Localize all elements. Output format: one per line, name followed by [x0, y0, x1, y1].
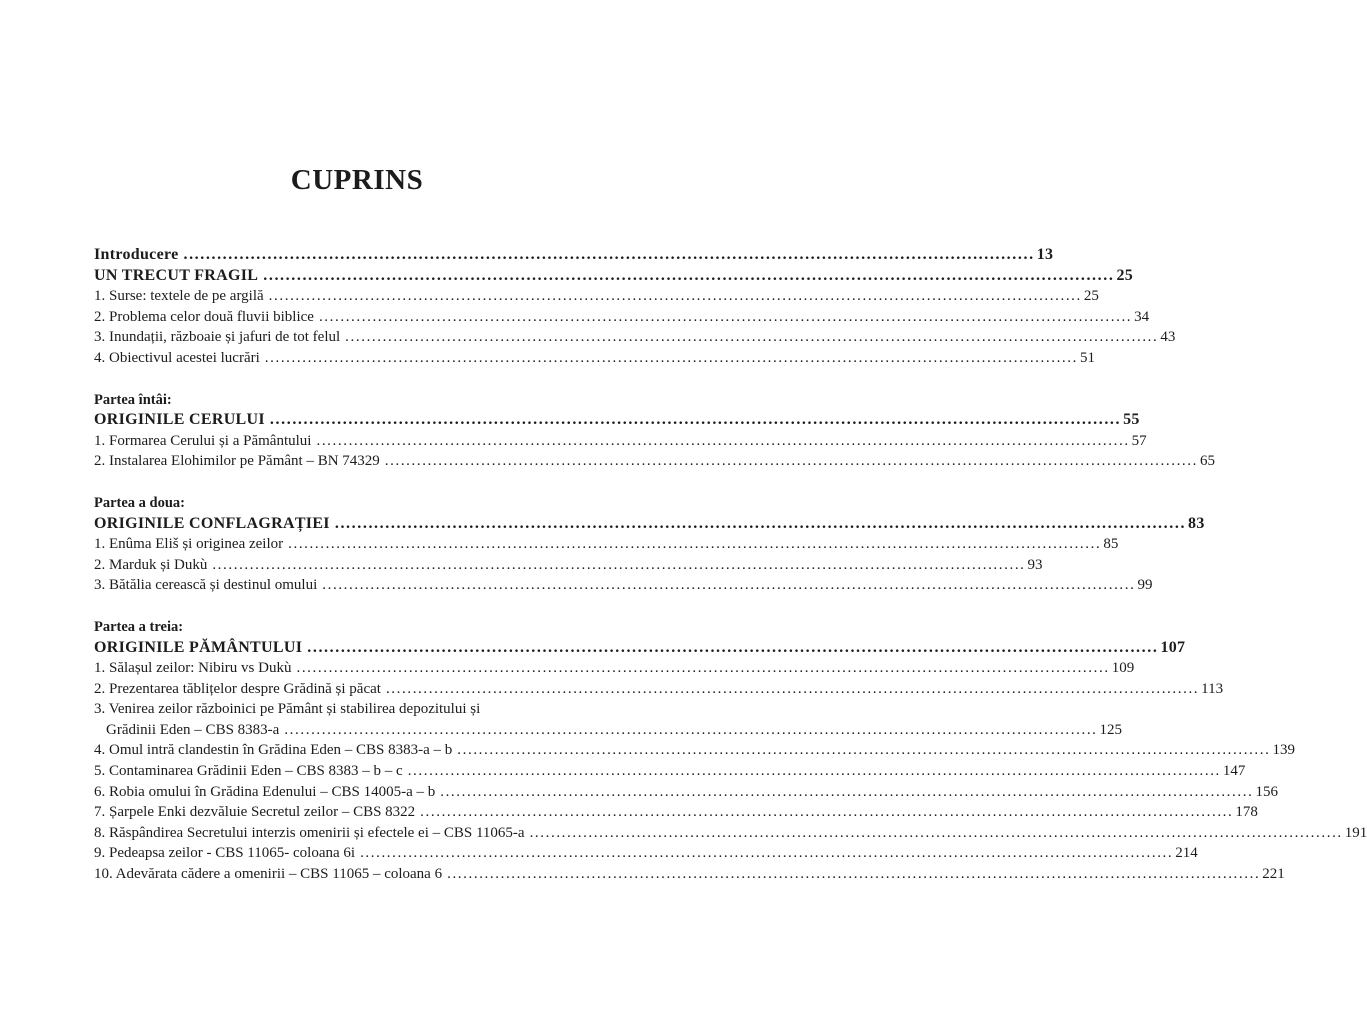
- dot-leader: [265, 410, 1123, 431]
- dot-leader: [452, 740, 1272, 761]
- part-label: Partea a treia:: [94, 618, 184, 635]
- toc-entry-label: Grădinii Eden – CBS 8383-a: [106, 721, 280, 738]
- toc-entry-label: 2. Problema celor două fluvii biblice: [94, 308, 314, 325]
- toc-entry-page: 25: [1116, 266, 1134, 284]
- toc-intro-section: [94, 245, 1176, 369]
- toc-entry-continued: [94, 699, 600, 720]
- toc-entry-introducere: [94, 245, 1054, 266]
- dot-leader: [415, 802, 1235, 823]
- toc-entry-label: 7. Șarpele Enki dezvăluie Secretul zeilor – CBS 8322: [94, 804, 416, 821]
- toc-entry-label: 2. Instalarea Elohimilor pe Pământ – BN 74329: [94, 453, 380, 470]
- toc-entry-label: 10. Adevărata cădere a omenirii – CBS 11065 – coloana 6: [94, 866, 443, 883]
- toc-entry-label: 4. Obiectivul acestei lucrări: [94, 349, 260, 366]
- toc-entry: [94, 720, 1123, 741]
- toc-entry-page: 55: [1123, 411, 1140, 429]
- toc-entry-label: 3. Bătălia cerească și destinul omului: [94, 577, 318, 594]
- toc-entry: [94, 575, 1153, 596]
- toc-entry-un-trecut-fragil: [94, 266, 1134, 287]
- dot-leader: [435, 782, 1255, 803]
- dot-leader: [302, 638, 1160, 659]
- toc-entry-label: 3. Venirea zeilor războinici pe Pământ și stabilirea depozitului și: [94, 701, 481, 718]
- toc-entry-label: 1. Sălașul zeilor: Nibiru vs Dukù: [94, 660, 292, 677]
- toc-entry-page: 99: [1137, 577, 1153, 594]
- toc-entry-page: 214: [1175, 845, 1198, 862]
- toc-entry: [94, 348, 1095, 369]
- toc-entry-label: ORIGINILE CONFLAGRAȚIEI: [94, 514, 330, 532]
- toc-entry-page: 65: [1199, 453, 1215, 470]
- dot-leader: [330, 514, 1188, 535]
- toc-entry: [94, 761, 1246, 782]
- toc-entry-page: 178: [1235, 804, 1258, 821]
- dot-leader: [380, 451, 1200, 472]
- toc-entry-page: 221: [1262, 866, 1285, 883]
- toc-entry: [94, 823, 1367, 844]
- dot-leader: [355, 843, 1175, 864]
- toc-entry-label: 8. Răspândirea Secretului interzis omenirii și efectele ei – CBS 11065-a: [94, 824, 525, 841]
- toc-part-1: [94, 390, 1215, 472]
- toc-entry-page: 113: [1201, 680, 1224, 697]
- toc-entry-page: 191: [1344, 824, 1367, 841]
- toc-entry-part-title: [94, 410, 1140, 431]
- toc-entry-part-title: [94, 638, 1186, 659]
- toc-entry-page: 43: [1160, 329, 1176, 346]
- dot-leader: [258, 266, 1116, 287]
- toc-part-2: [94, 493, 1205, 596]
- dot-leader: [317, 575, 1137, 596]
- dot-leader: [403, 761, 1223, 782]
- toc-entry: [94, 740, 1295, 761]
- dot-leader: [279, 720, 1099, 741]
- toc-entry-page: 139: [1272, 742, 1295, 759]
- part-label: Partea a doua:: [94, 494, 186, 511]
- toc-entry-label: 9. Pedeapsa zeilor - CBS 11065- coloana 6i: [94, 845, 356, 862]
- toc-entry: [94, 679, 1224, 700]
- toc-entry: [94, 555, 1043, 576]
- toc-entry-label: 1. Enûma Eliš și originea zeilor: [94, 536, 284, 553]
- toc-entry-page: 25: [1083, 288, 1099, 305]
- toc-entry: [94, 843, 1198, 864]
- toc-entry-label: 4. Omul intră clandestin în Grădina Eden – CBS 8383-a – b: [94, 742, 453, 759]
- toc-entry-page: 109: [1111, 660, 1135, 677]
- toc-entry-label: 6. Robia omului în Grădina Edenului – CBS 14005-a – b: [94, 783, 436, 800]
- dot-leader: [311, 431, 1131, 452]
- part-label: Partea întâi:: [94, 391, 172, 408]
- toc-entry-page: 34: [1134, 308, 1150, 325]
- toc-entry-page: 107: [1160, 638, 1186, 656]
- toc-entry-label: Introducere: [94, 246, 179, 263]
- dot-leader: [264, 286, 1084, 307]
- toc-entry-label: 1. Formarea Cerului și a Pământului: [94, 432, 312, 449]
- toc-entry-page: 156: [1255, 783, 1278, 800]
- dot-leader: [178, 245, 1036, 266]
- toc-entry-page: 83: [1188, 514, 1205, 532]
- toc-entry-label: 1. Surse: textele de pe argilă: [94, 288, 264, 305]
- dot-leader: [314, 307, 1134, 328]
- dot-leader: [340, 327, 1160, 348]
- dot-leader: [381, 679, 1201, 700]
- toc-entry-part-title: [94, 514, 1205, 535]
- toc-entry: [94, 307, 1150, 328]
- toc-entry-page: 93: [1027, 556, 1043, 573]
- toc-entry: [94, 864, 1285, 885]
- dot-leader: [283, 534, 1103, 555]
- toc-entry: [94, 286, 1099, 307]
- toc-entry-page: 85: [1103, 536, 1119, 553]
- toc-entry-label: 5. Contaminarea Grădinii Eden – CBS 8383 – b – c: [94, 763, 403, 780]
- toc-entry-label: UN TRECUT FRAGIL: [94, 266, 259, 284]
- toc-entry-label: ORIGINILE PĂMÂNTULUI: [94, 638, 303, 656]
- dot-leader: [442, 864, 1262, 885]
- table-of-contents: [94, 245, 1367, 885]
- toc-entry: [94, 327, 1176, 348]
- toc-entry: [94, 802, 1258, 823]
- toc-entry-label: 2. Prezentarea tăblițelor despre Grădină și păcat: [94, 680, 381, 697]
- toc-entry: [94, 782, 1278, 803]
- toc-entry-label: 2. Marduk și Dukù: [94, 556, 208, 573]
- toc-part-3: [94, 617, 1367, 885]
- dot-leader: [207, 555, 1027, 576]
- toc-entry-page: 51: [1079, 349, 1095, 366]
- toc-entry-page: 147: [1222, 763, 1246, 780]
- toc-entry: [94, 534, 1119, 555]
- dot-leader: [260, 348, 1080, 369]
- dot-leader: [525, 823, 1345, 844]
- toc-entry-label: ORIGINILE CERULUI: [94, 411, 265, 429]
- page-title: CUPRINS: [290, 164, 424, 196]
- toc-entry-label: 3. Inundații, războaie și jafuri de tot felul: [94, 329, 341, 346]
- toc-entry: [94, 431, 1147, 452]
- toc-entry: [94, 451, 1215, 472]
- toc-entry-page: 57: [1131, 432, 1147, 449]
- dot-leader: [291, 658, 1111, 679]
- toc-entry-page: 13: [1036, 246, 1054, 263]
- toc-entry: [94, 658, 1135, 679]
- toc-entry-page: 125: [1099, 721, 1123, 738]
